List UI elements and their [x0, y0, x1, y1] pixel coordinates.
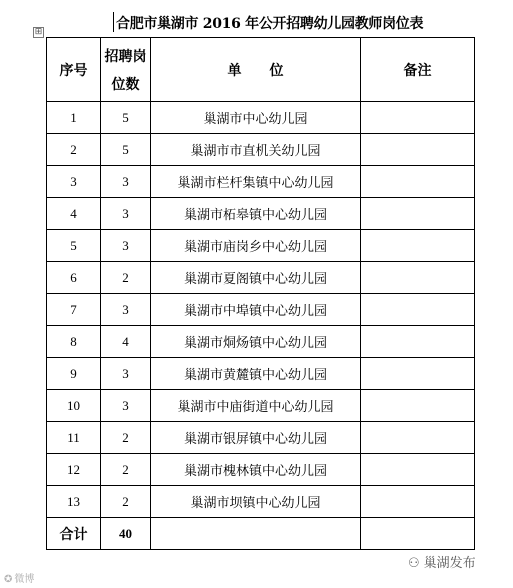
row-remark — [361, 262, 475, 294]
watermark-right-text: 巢湖发布 — [423, 556, 476, 571]
header-remark: 备注 — [361, 38, 475, 102]
table-row — [47, 390, 475, 422]
row-seq: 2 — [47, 134, 101, 166]
table-row — [47, 166, 475, 198]
header-seq: 序号 — [47, 38, 101, 102]
weibo-icon: ✪ — [4, 574, 13, 585]
row-count: 3 — [101, 198, 151, 230]
total-row — [47, 518, 475, 550]
row-seq: 1 — [47, 102, 101, 134]
row-remark — [361, 166, 475, 198]
row-unit: 巢湖市烔炀镇中心幼儿园 — [151, 326, 361, 358]
chat-bubbles-icon: ⚇ — [408, 556, 420, 571]
header-count — [101, 38, 151, 102]
document-title: 合肥市巢湖市 2016 年公开招聘幼儿园教师岗位表 — [116, 16, 424, 32]
row-seq: 10 — [47, 390, 101, 422]
row-unit: 巢湖市夏阁镇中心幼儿园 — [151, 262, 361, 294]
row-seq: 6 — [47, 262, 101, 294]
table-row — [47, 102, 475, 134]
header-count-line2: 位数 — [111, 76, 140, 93]
row-unit: 巢湖市坝镇中心幼儿园 — [151, 486, 361, 518]
watermark-left — [4, 570, 34, 585]
row-count: 3 — [101, 230, 151, 262]
row-unit: 巢湖市中埠镇中心幼儿园 — [151, 294, 361, 326]
text-cursor — [113, 12, 114, 32]
row-count: 2 — [101, 422, 151, 454]
table-header-row — [47, 38, 475, 102]
table-row — [47, 358, 475, 390]
table-body — [47, 102, 475, 518]
row-remark — [361, 390, 475, 422]
table-row — [47, 134, 475, 166]
row-unit: 巢湖市银屏镇中心幼儿园 — [151, 422, 361, 454]
total-label: 合计 — [47, 518, 101, 550]
row-count: 3 — [101, 390, 151, 422]
row-unit: 巢湖市庙岗乡中心幼儿园 — [151, 230, 361, 262]
row-count: 2 — [101, 454, 151, 486]
row-count: 4 — [101, 326, 151, 358]
table-row — [47, 326, 475, 358]
row-remark — [361, 486, 475, 518]
table-row — [47, 486, 475, 518]
row-count: 3 — [101, 358, 151, 390]
total-count: 40 — [101, 518, 151, 550]
row-remark — [361, 134, 475, 166]
watermark-right — [408, 552, 476, 571]
table-row — [47, 262, 475, 294]
row-remark — [361, 102, 475, 134]
header-unit: 单 位 — [151, 38, 361, 102]
row-unit: 巢湖市市直机关幼儿园 — [151, 134, 361, 166]
table-row — [47, 294, 475, 326]
row-remark — [361, 230, 475, 262]
row-count: 2 — [101, 486, 151, 518]
row-count: 5 — [101, 102, 151, 134]
total-unit-cell — [151, 518, 361, 550]
header-count-line1: 招聘岗 — [104, 48, 147, 65]
row-seq: 11 — [47, 422, 101, 454]
row-remark — [361, 358, 475, 390]
table-move-handle-icon[interactable]: ⊞ — [34, 27, 43, 37]
row-seq: 5 — [47, 230, 101, 262]
row-seq: 12 — [47, 454, 101, 486]
row-unit: 巢湖市中庙街道中心幼儿园 — [151, 390, 361, 422]
row-count: 2 — [101, 262, 151, 294]
row-remark — [361, 454, 475, 486]
row-count: 3 — [101, 166, 151, 198]
row-remark — [361, 294, 475, 326]
row-unit: 巢湖市柘皋镇中心幼儿园 — [151, 198, 361, 230]
row-unit: 巢湖市黄麓镇中心幼儿园 — [151, 358, 361, 390]
row-count: 3 — [101, 294, 151, 326]
row-seq: 13 — [47, 486, 101, 518]
row-seq: 8 — [47, 326, 101, 358]
row-unit: 巢湖市中心幼儿园 — [151, 102, 361, 134]
table-row — [47, 454, 475, 486]
row-unit: 巢湖市槐林镇中心幼儿园 — [151, 454, 361, 486]
positions-table — [46, 37, 475, 550]
row-remark — [361, 422, 475, 454]
row-seq: 9 — [47, 358, 101, 390]
row-unit: 巢湖市栏杆集镇中心幼儿园 — [151, 166, 361, 198]
table-row — [47, 198, 475, 230]
total-remark-cell — [361, 518, 475, 550]
row-remark — [361, 326, 475, 358]
table-row — [47, 230, 475, 262]
row-count: 5 — [101, 134, 151, 166]
row-seq: 7 — [47, 294, 101, 326]
row-seq: 4 — [47, 198, 101, 230]
watermark-left-text: 微博 — [14, 574, 35, 585]
row-remark — [361, 198, 475, 230]
table-row — [47, 422, 475, 454]
row-seq: 3 — [47, 166, 101, 198]
